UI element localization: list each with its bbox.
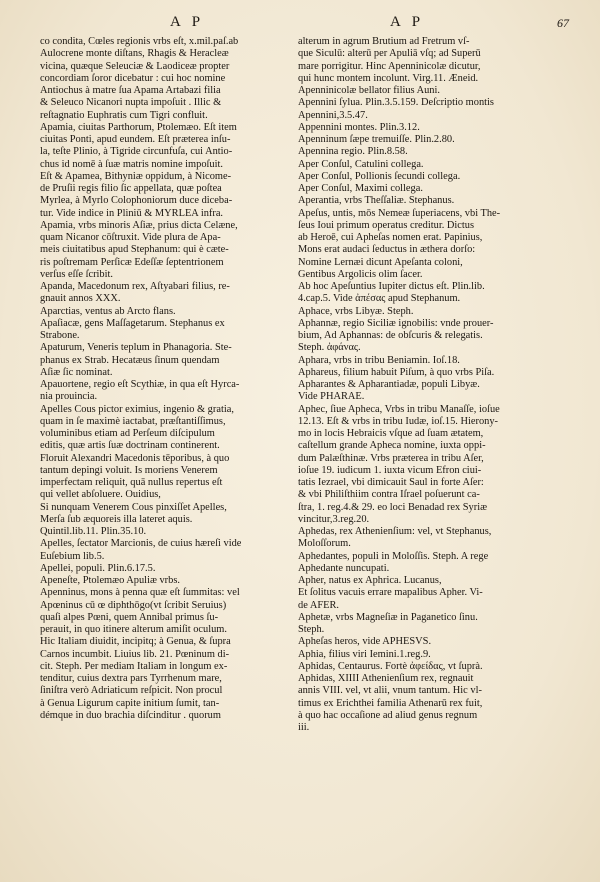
text-line: quaſi alpes Pœni, quem Annibal primus ſu- xyxy=(40,611,219,623)
text-line: Apennini,3.5.47. xyxy=(298,109,368,121)
text-line: Nomine Lernæi dicunt Apeſanta coloni, xyxy=(298,256,463,268)
text-line: Apelles, ſectator Marcionis, de cuius hæreſi vide xyxy=(40,538,242,550)
text-line: 4.cap.5. Vide ἀπέσας apud Stephanum. xyxy=(298,293,461,305)
text-line: bium, Ad Aphannas: de obſcuris & relegatis. xyxy=(298,330,483,341)
text-line: alterum in agrum Brutium ad Fretrum vſ- xyxy=(298,36,470,47)
text-line: 12.13. Eſt & vrbs in tribu Iudæ, ioſ.15. Hierony- xyxy=(298,415,499,427)
text-line: chus id nomē à ſuæ matris nomine impoſuit. xyxy=(40,158,223,170)
text-line: editis, quæ artis ſuæ doctrinam continerent. xyxy=(40,440,220,452)
text-line: tatis Iezrael, vbi dimicauit Saul in forte Aſer: xyxy=(298,477,484,488)
text-line: imperfectam reliquit, quā nullus repertus eſt xyxy=(40,477,223,488)
text-line: co condita, Cœles regionis vrbs eſt, x.mil.paſ.ab xyxy=(40,36,239,47)
text-line: Steph. ἀφάνας. xyxy=(298,342,361,354)
text-line: Apeneſte, Ptolemæo Apuliæ vrbs. xyxy=(40,575,180,586)
text-line: Aper Conſul, Maximi collega. xyxy=(298,183,423,194)
text-line: Steph. xyxy=(298,624,325,635)
text-line: Aphannæ, regio Siciliæ ignobilis: vnde prouer- xyxy=(298,317,494,329)
running-head-left: A P xyxy=(170,14,205,30)
left-column xyxy=(40,36,298,722)
text-line: Apellei, populi. Plin.6.17.5. xyxy=(40,562,156,574)
text-line: démque in duo brachia diſcinditur . quorum xyxy=(40,709,221,721)
text-line: Apaſiacæ, gens Maſſagetarum. Stephanus ex xyxy=(40,317,225,329)
text-line: Antiochus à matre ſua Apama Artabazi filia xyxy=(40,85,221,96)
text-line: mare porrigitur. Hinc Apenninicolæ dicutur, xyxy=(298,60,481,72)
text-line: Apœninus cū œ diphthōgo(vt ſcribit Seruius) xyxy=(40,599,227,611)
text-line: Aphia, filius viri Iemini.1.reg.9. xyxy=(298,648,431,660)
text-line: iii. xyxy=(298,722,310,733)
text-line: Aphetæ, vrbs Magneſiæ in Paganetico ſinu. xyxy=(298,611,478,623)
text-line: Aulocrene monte diſtans, Rhagis & Heracleæ xyxy=(40,48,229,60)
text-line: Aper Conſul, Pollionis ſecundi collega. xyxy=(298,170,461,182)
text-line: Apenninicolæ bellator filius Auni. xyxy=(298,85,440,96)
text-line: caſtellum grande Apheca nomine, iuxta oppi- xyxy=(298,440,486,452)
text-line: timus ex Erichthei familia Athenarū rex fuit, xyxy=(298,697,483,709)
text-line: Aparctias, ventus ab Arcto flans. xyxy=(40,305,176,317)
running-head-right: A P xyxy=(390,14,425,30)
text-line: Aper Conſul, Catulini collega. xyxy=(298,158,424,170)
text-line: Et ſolitus vacuis errare mapalibus Apher. Vi- xyxy=(298,587,483,599)
text-line: Appennini montes. Plin.3.12. xyxy=(298,121,420,133)
text-line: à quo hac occaſione ad aliud genus regnum xyxy=(298,709,478,721)
text-line: vicina, quæque Seleuciæ & Laodiceæ propter xyxy=(40,60,230,72)
text-line: tantum depingi voluit. Is moriens Venerem xyxy=(40,464,218,476)
text-line: Quintil.lib.11. Plin.35.10. xyxy=(40,526,147,537)
text-line: tenditur, cuius dextra pars Tyrrhenum mare, xyxy=(40,673,222,684)
text-line: verſus eſſe ſcribit. xyxy=(40,268,113,280)
text-line: Aſiæ ſic nominat. xyxy=(40,366,113,378)
text-line: Aphidas, Centaurus. Fortè ἀφείδας, vt ſuprà. xyxy=(298,660,483,672)
text-line: Apher, natus ex Aphrica. Lucanus, xyxy=(298,575,442,586)
text-line: & Seleuco Nicanori nupta impoſuit . Illic & xyxy=(40,97,222,109)
text-line: ſeus Ioui primum operatus creditur. Dictus xyxy=(298,219,475,231)
text-line: Si nunquam Venerem Cous pinxiſſet Apelles, xyxy=(40,501,227,513)
text-line: ab Heroē, cui Apheſas nomen erat. Papinius, xyxy=(298,232,483,243)
text-line: Aphedantes, populi in Moloſſis. Steph. A rege xyxy=(298,550,489,562)
text-line: quam in ſe maximè iactabat, præſtantiſſimus, xyxy=(40,415,226,427)
text-line: gnauit annos XXX. xyxy=(40,293,121,305)
text-line: de Pruſii regis filio ſic appellata, quæ poſtea xyxy=(40,183,222,194)
text-line: Apennina regio. Plin.8.58. xyxy=(298,146,408,158)
text-line: Aphace, vrbs Libyæ. Steph. xyxy=(298,305,414,317)
text-line: reſtagnatio Euphratis cum Tigri confluit. xyxy=(40,109,208,121)
text-line: Apharantes & Apharantiadæ, populi Libyæ. xyxy=(298,379,480,390)
text-line: ſtra, 1. reg.4.& 29. eo loci Benadad rex Syriæ xyxy=(298,501,488,513)
text-line: Apenninus, mons à penna quæ eſt ſummitas: vel xyxy=(40,587,240,599)
text-line: Apamia, ciuitas Parthorum, Ptolemæo. Eſt item xyxy=(40,121,237,133)
text-line: dum Palæſthinæ. Vrbs præterea in tribu Aſer, xyxy=(298,452,484,464)
text-line: annis VIII. vel, vt alii, vnum tantum. Hic vl- xyxy=(298,685,482,697)
text-line: ioſue 19. iudicum 1. iuxta vicum Efron ciui- xyxy=(298,464,482,476)
text-line: Euſebium lib.5. xyxy=(40,550,105,562)
text-line: & vbi Philiſthiim contra Iſrael poſuerunt ca- xyxy=(298,489,480,501)
text-line: Mons erat audaci ſeductus in æthera dorſo: xyxy=(298,244,476,256)
right-column xyxy=(298,36,560,734)
text-line: Aphidas, XIIII Athenienſium rex, regnauit xyxy=(298,673,474,684)
text-line: ſiniſtra verò Adriaticum reſpicit. Non procul xyxy=(40,685,223,697)
text-line: Hic Italiam diuidit, incipitq; à Genua, & ſupra xyxy=(40,636,231,648)
text-line: Apeſus, untis, mōs Nemeæ ſuperiacens, vbi The- xyxy=(298,207,501,219)
text-line: Apamia, vrbs minoris Aſiæ, prius dicta Celæne, xyxy=(40,219,238,231)
text-line: Apanda, Macedonum rex, Aſtyabari filius, re- xyxy=(40,281,230,292)
text-line: cit. Steph. Per mediam Italiam in longum ex- xyxy=(40,660,228,672)
text-line: voluminibus etiam ad Perſeum diſcipulum xyxy=(40,428,215,439)
text-line: ciuitas Ponti, apud eundem. Eſt præterea inſu- xyxy=(40,134,231,145)
text-line: Aperantia, vrbs Theſſaliæ. Stephanus. xyxy=(298,195,455,207)
text-line: Aphec, ſiue Apheca, Vrbs in tribu Manaſſe, ioſue xyxy=(298,403,500,415)
text-line: vincitur,3.reg.20. xyxy=(298,513,370,525)
text-line: Apelles Cous pictor eximius, ingenio & gratia, xyxy=(40,403,234,415)
text-line: Floruit Alexandri Macedonis tēporibus, à quo xyxy=(40,452,230,464)
text-line: Apauortene, regio eſt Scythiæ, in qua eſt Hyrca- xyxy=(40,379,240,390)
text-line: Gentibus Argolicis olim ſacer. xyxy=(298,268,423,280)
text-line: Aphareus, filium habuit Piſum, à quo vrbs Piſa. xyxy=(298,366,495,378)
text-line: à Genua Ligurum capite initium ſumit, tan- xyxy=(40,697,220,709)
text-line: Apaturum, Veneris teplum in Phanagoria. Ste- xyxy=(40,342,232,354)
text-line: concordiam ſoror dicebatur : cui hoc nomine xyxy=(40,72,226,84)
text-line: Aphedas, rex Athenienſium: vel, vt Stephanus, xyxy=(298,526,492,537)
text-line: quam Nicanor cōſtruxit. Vide plura de Apa- xyxy=(40,232,221,243)
text-line: Myrlea, à Myrlo Colophoniorum duce diceba- xyxy=(40,195,233,207)
text-line: mo in locis Hebraicis vſque ad ſuam ætatem, xyxy=(298,428,484,439)
text-line: Carnos incumbit. Liuius lib. 21. Pœninum di- xyxy=(40,648,230,660)
text-line: phanus ex Strab. Hecatæus ſinum quendam xyxy=(40,354,220,366)
text-line: Apheſas heros, vide APHESVS. xyxy=(298,636,432,648)
text-line: Ab hoc Apeſuntius Iupiter dictus eſt. Plin.lib. xyxy=(298,281,485,292)
text-line: de AFER. xyxy=(298,599,339,611)
text-line: qui vellet abſoluere. Ouidius, xyxy=(40,489,161,501)
text-line: Aphara, vrbs in tribu Beniamin. Ioſ.18. xyxy=(298,354,460,366)
text-line: nia prouincia. xyxy=(40,391,98,403)
text-line: Eſt & Apamea, Bithyniæ oppidum, à Nicome- xyxy=(40,170,232,182)
text-line: meis ciuitatibus apud Stephanum: qui è cæte- xyxy=(40,244,229,256)
text-line: Vide PHARAE. xyxy=(298,391,365,403)
text-line: qui hunc montem incolunt. Virg.11. Æneid. xyxy=(298,72,479,84)
text-line: que Siculū: alterū per Apuliā vſq; ad Superū xyxy=(298,48,481,60)
text-line: Apenninum ſæpe tremuiſſe. Plin.2.80. xyxy=(298,134,455,145)
text-line: Aphedante nuncupati. xyxy=(298,562,390,574)
text-line: Strabone. xyxy=(40,330,80,341)
text-line: ris poſtremam Perſicæ Edeſſæ ſeptentrionem xyxy=(40,256,224,268)
text-line: perauit, in quo itinere alterum amiſit oculum. xyxy=(40,624,227,635)
text-line: la, teſte Plinio, à Tigride circunfuſa, cui Antio- xyxy=(40,146,233,158)
text-line: Moloſſorum. xyxy=(298,538,351,550)
text-line: Apennini ſylua. Plin.3.5.159. Deſcriptio montis xyxy=(298,97,494,109)
text-line: Merſa ſub æquoreis illa lateret aquis. xyxy=(40,513,193,525)
text-line: tur. Vide indice in Pliniū & MYRLEA infra. xyxy=(40,207,224,219)
page-number: 67 xyxy=(557,16,569,30)
